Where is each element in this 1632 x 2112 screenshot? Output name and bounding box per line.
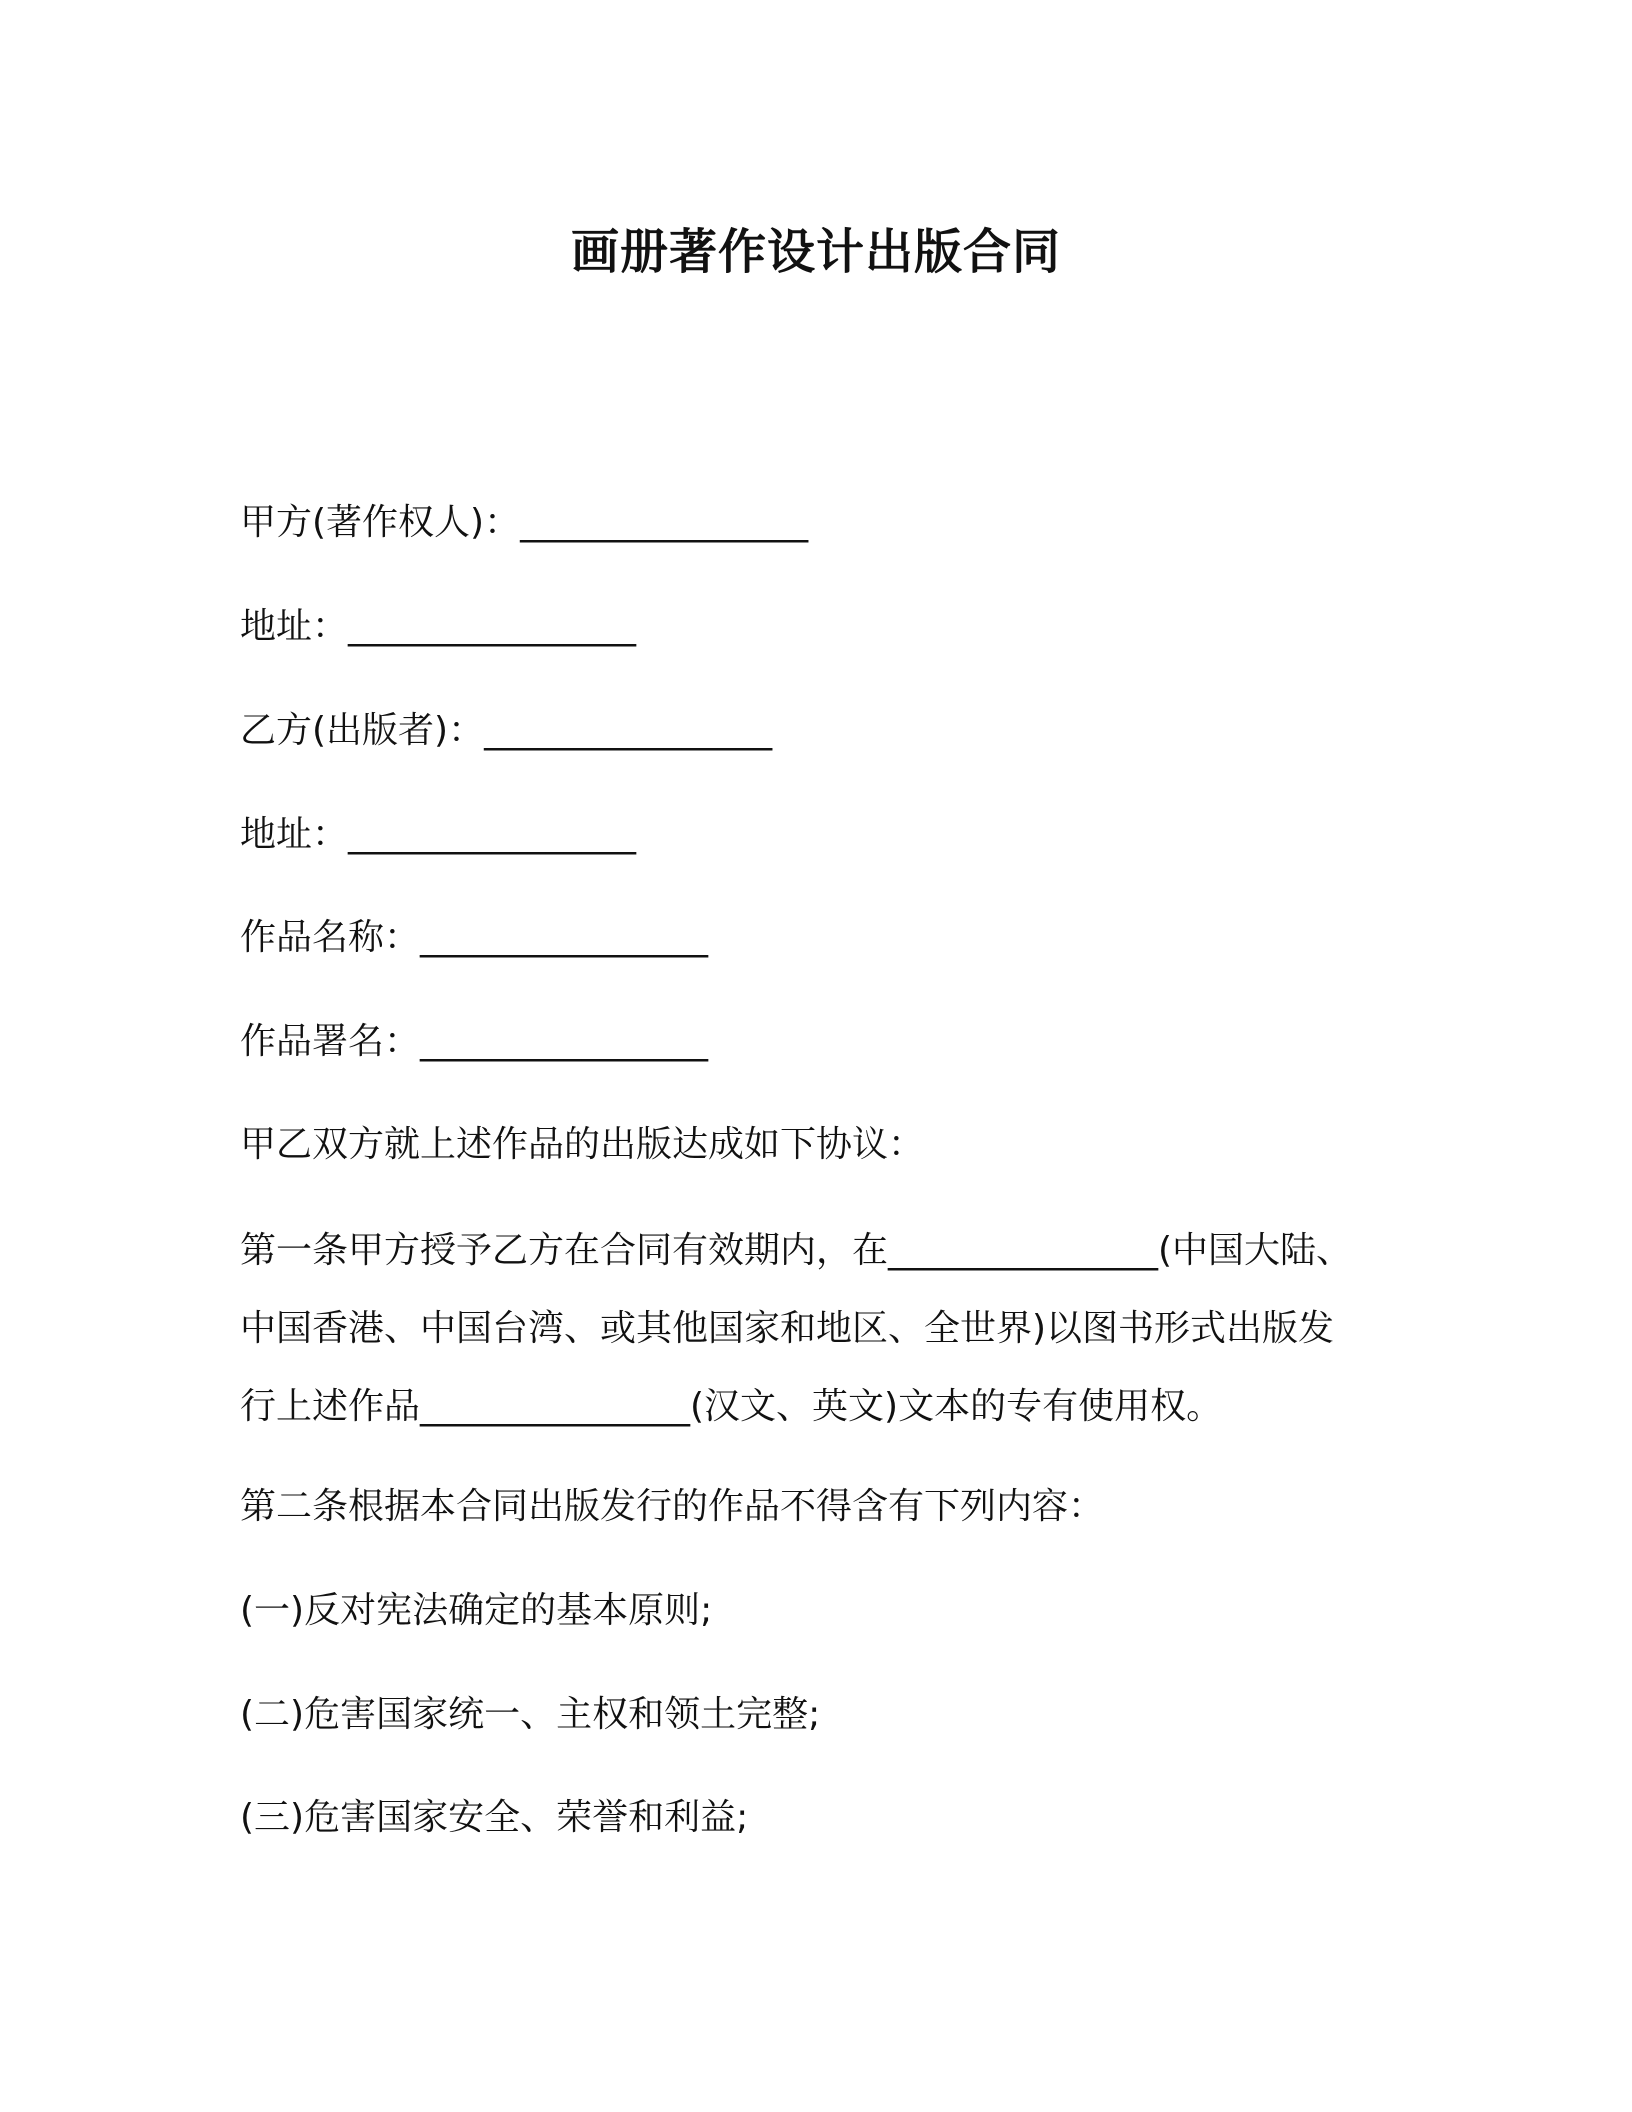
party-a-field: 甲方(著作权人)：________________ — [240, 502, 809, 543]
party-b-address-field: 地址：________________ — [240, 814, 637, 855]
article-1-line: 行上述作品_______________(汉文、英文)文本的专有使用权。 — [240, 1386, 1223, 1427]
document-title: 画册著作设计出版合同 — [570, 224, 1061, 280]
list-item: (二)危害国家统一、主权和领土完整; — [240, 1694, 821, 1735]
list-item: (三)危害国家安全、荣誉和利益; — [240, 1797, 749, 1838]
party-a-address-field: 地址：________________ — [240, 606, 637, 647]
article-1-line: 第一条甲方授予乙方在合同有效期内，在_______________(中国大陆、 — [240, 1230, 1353, 1271]
work-title-field: 作品名称：________________ — [240, 917, 709, 958]
list-item: (一)反对宪法确定的基本原则; — [240, 1590, 713, 1631]
article-2: 第二条根据本合同出版发行的作品不得含有下列内容： — [240, 1486, 1105, 1527]
work-signature-field: 作品署名：________________ — [240, 1021, 709, 1062]
article-1 — [240, 1212, 1400, 1446]
agreement-intro: 甲乙双方就上述作品的出版达成如下协议： — [240, 1124, 925, 1165]
party-b-field: 乙方(出版者)：________________ — [240, 710, 773, 751]
article-1-line: 中国香港、中国台湾、或其他国家和地区、全世界)以图书形式出版发 — [240, 1308, 1335, 1349]
